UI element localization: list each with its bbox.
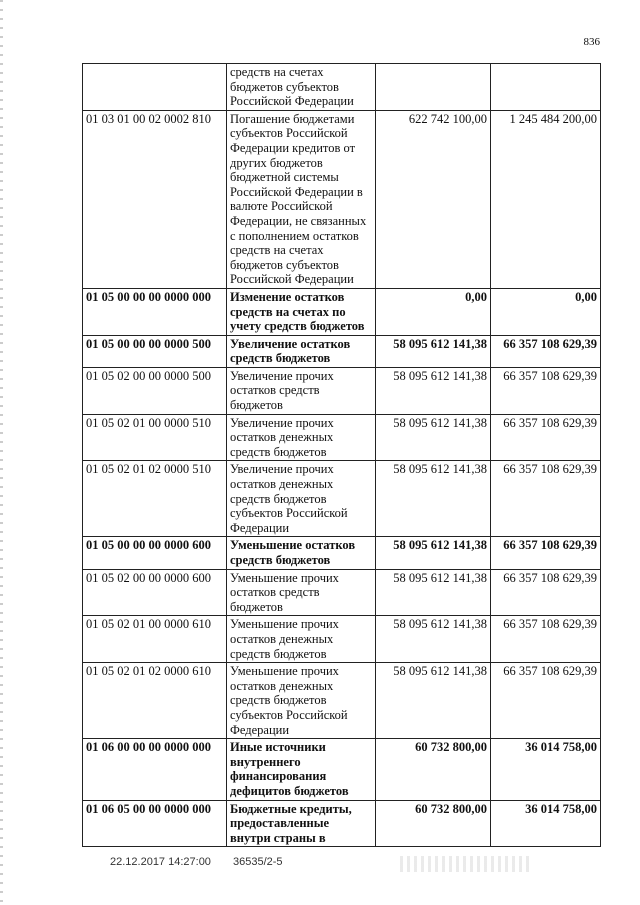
row-value-2017: 58 095 612 141,38 bbox=[376, 335, 491, 367]
row-code bbox=[83, 64, 227, 111]
row-code: 01 05 02 01 02 0000 610 bbox=[83, 663, 227, 739]
budget-sources-table bbox=[82, 63, 601, 847]
table-row bbox=[83, 110, 601, 288]
row-value-2017: 58 095 612 141,38 bbox=[376, 569, 491, 616]
table-row bbox=[83, 367, 601, 414]
row-value-2017: 58 095 612 141,38 bbox=[376, 537, 491, 569]
row-value-2018: 66 357 108 629,39 bbox=[491, 414, 601, 461]
table-row bbox=[83, 800, 601, 847]
row-value-2018: 66 357 108 629,39 bbox=[491, 335, 601, 367]
row-name: средств на счетах бюджетов субъектов Российской Федерации bbox=[227, 64, 376, 111]
table-row bbox=[83, 64, 601, 111]
row-code: 01 05 02 00 00 0000 500 bbox=[83, 367, 227, 414]
row-name: Изменение остатков средств на счетах по учету средств бюджетов bbox=[227, 288, 376, 335]
table-row bbox=[83, 663, 601, 739]
row-value-2018: 66 357 108 629,39 bbox=[491, 367, 601, 414]
row-value-2017 bbox=[376, 64, 491, 111]
row-code: 01 05 00 00 00 0000 500 bbox=[83, 335, 227, 367]
row-code: 01 05 02 01 02 0000 510 bbox=[83, 461, 227, 537]
row-value-2017: 58 095 612 141,38 bbox=[376, 461, 491, 537]
row-value-2017: 622 742 100,00 bbox=[376, 110, 491, 288]
scan-edge-artifact bbox=[0, 0, 3, 905]
row-name: Увеличение прочих остатков денежных средств бюджетов bbox=[227, 414, 376, 461]
row-code: 01 05 00 00 00 0000 600 bbox=[83, 537, 227, 569]
row-code: 01 05 00 00 00 0000 000 bbox=[83, 288, 227, 335]
row-code: 01 05 02 00 00 0000 600 bbox=[83, 569, 227, 616]
row-name: Уменьшение прочих остатков денежных средств бюджетов bbox=[227, 616, 376, 663]
row-code: 01 06 05 00 00 0000 000 bbox=[83, 800, 227, 847]
table-row bbox=[83, 335, 601, 367]
row-value-2017: 58 095 612 141,38 bbox=[376, 663, 491, 739]
row-value-2018: 36 014 758,00 bbox=[491, 739, 601, 800]
row-value-2017: 60 732 800,00 bbox=[376, 739, 491, 800]
row-value-2018: 66 357 108 629,39 bbox=[491, 569, 601, 616]
row-name: Уменьшение прочих остатков средств бюджетов bbox=[227, 569, 376, 616]
row-code: 01 05 02 01 00 0000 610 bbox=[83, 616, 227, 663]
table-row bbox=[83, 288, 601, 335]
row-value-2018: 36 014 758,00 bbox=[491, 800, 601, 847]
row-value-2018: 66 357 108 629,39 bbox=[491, 616, 601, 663]
row-code: 01 05 02 01 00 0000 510 bbox=[83, 414, 227, 461]
row-name: Иные источники внутреннего финансирования дефицитов бюджетов bbox=[227, 739, 376, 800]
table-row bbox=[83, 569, 601, 616]
row-code: 01 03 01 00 02 0002 810 bbox=[83, 110, 227, 288]
faint-stamp bbox=[400, 856, 530, 872]
row-value-2018 bbox=[491, 64, 601, 111]
row-name: Уменьшение остатков средств бюджетов bbox=[227, 537, 376, 569]
row-value-2017: 0,00 bbox=[376, 288, 491, 335]
row-name: Бюджетные кредиты, предоставленные внутри страны в bbox=[227, 800, 376, 847]
row-value-2018: 66 357 108 629,39 bbox=[491, 537, 601, 569]
table-row bbox=[83, 739, 601, 800]
page-number: 836 bbox=[583, 36, 600, 48]
row-value-2018: 1 245 484 200,00 bbox=[491, 110, 601, 288]
row-name: Погашение бюджетами субъектов Российской Федерации кредитов от других бюджетов бюджетной системы Российской Федерации в валюте Российской Федерации, не связанных с пополнением остатков средств на счетах бюджетов субъектов Российской Федерации bbox=[227, 110, 376, 288]
row-value-2018: 66 357 108 629,39 bbox=[491, 461, 601, 537]
row-name: Увеличение прочих остатков средств бюджетов bbox=[227, 367, 376, 414]
row-code: 01 06 00 00 00 0000 000 bbox=[83, 739, 227, 800]
row-value-2017: 58 095 612 141,38 bbox=[376, 616, 491, 663]
table-row bbox=[83, 461, 601, 537]
row-name: Уменьшение прочих остатков денежных средств бюджетов субъектов Российской Федерации bbox=[227, 663, 376, 739]
row-value-2018: 66 357 108 629,39 bbox=[491, 663, 601, 739]
table-row bbox=[83, 414, 601, 461]
row-name: Увеличение прочих остатков денежных средств бюджетов субъектов Российской Федерации bbox=[227, 461, 376, 537]
row-value-2017: 60 732 800,00 bbox=[376, 800, 491, 847]
row-value-2017: 58 095 612 141,38 bbox=[376, 414, 491, 461]
row-value-2017: 58 095 612 141,38 bbox=[376, 367, 491, 414]
row-name: Увеличение остатков средств бюджетов bbox=[227, 335, 376, 367]
table-row bbox=[83, 537, 601, 569]
footer-doc-id: 36535/2-5 bbox=[233, 856, 283, 868]
table-row bbox=[83, 616, 601, 663]
row-value-2018: 0,00 bbox=[491, 288, 601, 335]
footer-timestamp: 22.12.2017 14:27:00 bbox=[110, 856, 211, 868]
